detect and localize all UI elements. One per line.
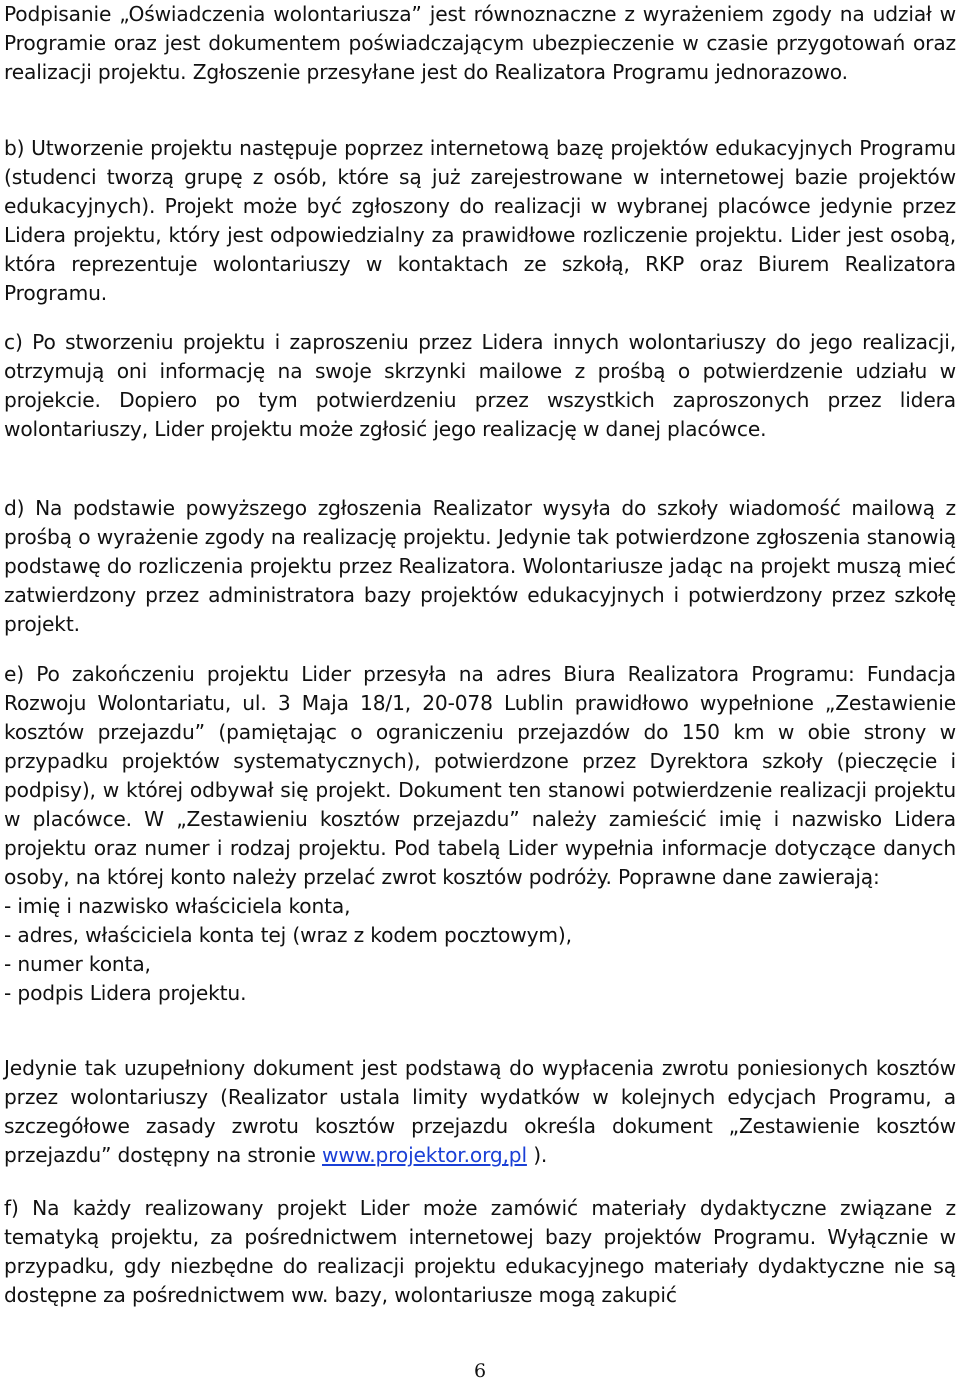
list-item: - imię i nazwisko właściciela konta, (4, 894, 351, 918)
paragraph-e-followup (4, 1054, 956, 1170)
paragraph-e-intro: e) Po zakończeniu projektu Lider przesyła na adres Biura Realizatora Programu: Fundacja Rozwoju Wolontariatu, ul. 3 Maja 18/1, 20-078 Lublin prawidłowo wypełnione „Zestawienie kosztów przejazdu” (pamiętając o ograniczeniu przejazdów do 150 km w obie strony w przypadku projektów systematycznych), potwierdzone przez Dyrektora szkoły (pieczęcie i podpisy), w której odbywał się projekt. Dokument ten stanowi potwierdzenie realizacji projektu w placówce. W „Zestawieniu kosztów przejazdu” należy zamieścić imię i nazwisko Lidera projektu oraz numer i rodzaj projektu. Pod tabelą Lider wypełnia informacje dotyczące danych osoby, na której konto należy przelać zwrot kosztów podróży. Poprawne dane zawierają: (4, 662, 956, 889)
paragraph-e-followup-text: Jedynie tak uzupełniony dokument jest podstawą do wypłacenia zwrotu poniesionych kosztów przez wolontariuszy (Realizator ustala limity wydatków w kolejnych edycjach Programu, a szczegółowe zasady zwrotu kosztów przejazdu określa dokument „Zestawienie kosztów przejazdu” dostępny na stronie (4, 1056, 956, 1167)
paragraph-e (4, 660, 956, 1008)
paragraph-e-followup-end: ). (526, 1143, 548, 1167)
paragraph-intro: Podpisanie „Oświadczenia wolontariusza” jest równoznaczne z wyrażeniem zgody na udział w Programie oraz jest dokumentem poświadczającym ubezpieczenie w czasie przygotowań oraz realizacji projektu. Zgłoszenie przesyłane jest do Realizatora Programu jednorazowo. (4, 2, 956, 84)
list-item: - numer konta, (4, 952, 151, 976)
list-item: - adres, właściciela konta tej (wraz z kodem pocztowym), (4, 923, 572, 947)
list-item: - podpis Lidera projektu. (4, 981, 247, 1005)
paragraph-d: d) Na podstawie powyższego zgłoszenia Realizator wysyła do szkoły wiadomość mailową z prośbą o wyrażenie zgody na realizację projektu. Jedynie tak potwierdzone zgłoszenia stanowią podstawę do rozliczenia projektu przez Realizatora. Wolontariusze jadąc na projekt muszą mieć zatwierdzony przez administratora bazy projektów edukacyjnych i potwierdzony przez szkołę projekt. (4, 496, 956, 636)
page-number: 6 (473, 1360, 487, 1382)
projektor-link[interactable]: www.projektor.org,pl (322, 1143, 527, 1167)
paragraph-b: b) Utworzenie projektu następuje poprzez internetową bazę projektów edukacyjnych Programu (studenci tworzą grupę z osób, które są już zarejestrowane w internetowej bazie projektów edukacyjnych). Projekt może być zgłoszony do realizacji w wybranej placówce jedynie przez Lidera projektu, który jest odpowiedzialny za prawidłowe rozliczenie projektu. Lider jest osobą, która reprezentuje wolontariuszy w kontaktach ze szkołą, RKP oraz Biurem Realizatora Programu. (4, 136, 956, 305)
paragraph-f: f) Na każdy realizowany projekt Lider może zamówić materiały dydaktyczne związane z tematyką projektu, za pośrednictwem internetowej bazy projektów Programu. Wyłącznie w przypadku, gdy niezbędne do realizacji projektu edukacyjnego materiały dydaktyczne nie są dostępne za pośrednictwem ww. bazy, wolontariusze mogą zakupić (4, 1196, 956, 1307)
paragraph-c: c) Po stworzeniu projektu i zaproszeniu przez Lidera innych wolontariuszy do jego realizacji, otrzymują oni informację na swoje skrzynki mailowe z prośbą o potwierdzenie udziału w projekcie. Dopiero po tym potwierdzeniu przez wszystkich zaproszonych przez lidera wolontariuszy, Lider projektu może zgłosić jego realizację w danej placówce. (4, 330, 956, 441)
